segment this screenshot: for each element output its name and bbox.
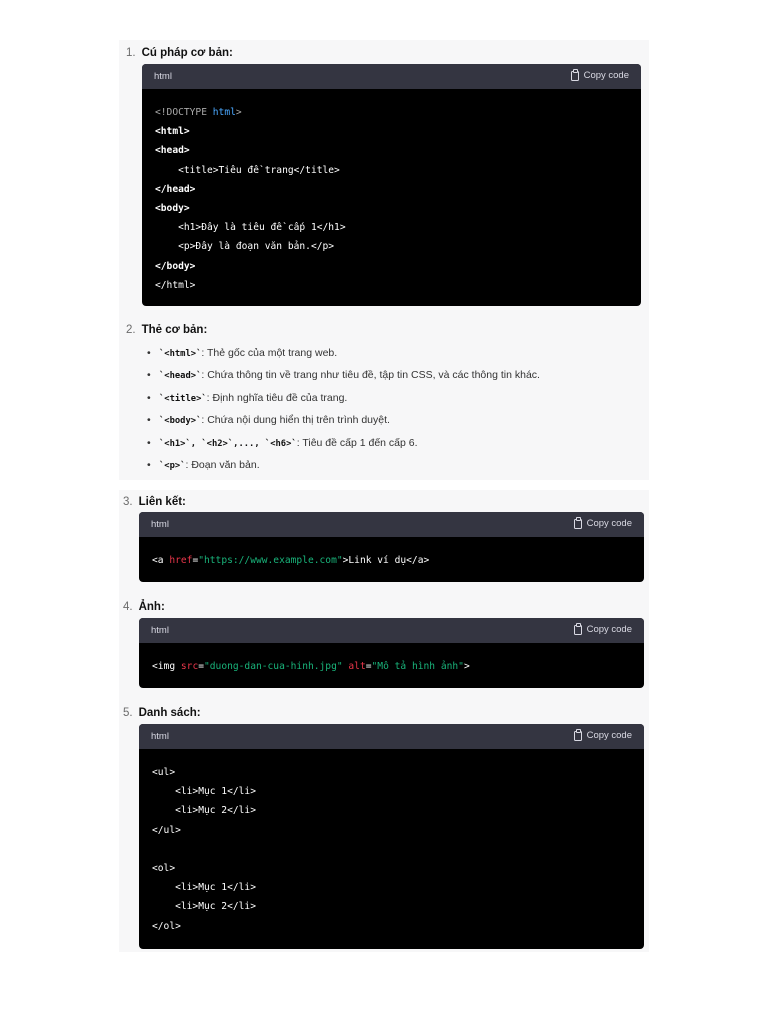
code-line: <body> (155, 202, 190, 214)
copy-code-label: Copy code (586, 730, 632, 741)
code-line: <title>Tiêu đề trang</title> (155, 164, 340, 176)
code-block-image (139, 618, 644, 688)
section-heading-4 (123, 601, 165, 613)
code-block-header (139, 512, 644, 537)
section-number: 5. (123, 707, 133, 719)
code-language-label: html (151, 519, 169, 530)
code-line: <li>Mục 1</li> (152, 882, 256, 894)
clipboard-icon (574, 519, 582, 529)
inline-code: `<h1>`, `<h2>`,..., `<h6>` (159, 438, 297, 449)
section-title: Danh sách: (138, 707, 201, 719)
clipboard-icon (574, 625, 582, 635)
copy-code-button[interactable] (574, 624, 632, 635)
code-block-header (139, 724, 644, 749)
copy-code-label: Copy code (583, 70, 629, 81)
code-line: <li>Mục 2</li> (152, 805, 256, 817)
code-line: <html> (155, 126, 190, 138)
section-title: Liên kết: (138, 496, 186, 508)
inline-code: `<head>` (159, 371, 202, 382)
section-heading-3 (123, 496, 186, 508)
list-item (147, 458, 540, 480)
clipboard-icon (571, 71, 579, 81)
section-heading-2 (126, 324, 207, 336)
list-item-text: : Tiêu đề cấp 1 đến cấp 6. (296, 436, 418, 449)
section-number: 2. (126, 324, 136, 336)
copy-code-label: Copy code (586, 624, 632, 635)
list-item-text: : Đoạn văn bản. (185, 458, 260, 471)
code-block-header (139, 618, 644, 643)
section-heading-5 (123, 707, 201, 719)
list-item (147, 346, 540, 368)
code-line: <a href="https://www.example.com">Link ví dụ</a> (152, 555, 430, 566)
code-line: </body> (155, 260, 196, 272)
code-line: <li>Mục 1</li> (152, 786, 256, 798)
code-block-syntax (142, 64, 641, 306)
code-line: </ol> (152, 920, 181, 932)
list-item (147, 436, 540, 458)
inline-code: `<p>` (159, 460, 186, 471)
section-number: 4. (123, 601, 133, 613)
code-line: <li>Mục 2</li> (152, 901, 256, 913)
section-number: 3. (123, 496, 133, 508)
tags-list (147, 346, 540, 480)
section-heading-1 (126, 47, 233, 59)
section-title: Ảnh: (138, 601, 165, 613)
list-item-text: : Chứa nội dung hiển thị trên trình duyệt. (201, 414, 390, 427)
list-item-text: : Định nghĩa tiêu đề của trang. (206, 391, 348, 404)
code-line: </html> (155, 279, 196, 291)
code-line: <!DOCTYPE html> (155, 107, 242, 118)
list-item-text: : Thẻ gốc của một trang web. (201, 347, 338, 359)
section-number: 1. (126, 47, 136, 59)
code-content (139, 749, 644, 936)
code-line: </ul> (152, 824, 181, 836)
code-content (139, 643, 644, 676)
code-block-link (139, 512, 644, 582)
copy-code-button[interactable] (574, 730, 632, 741)
code-block-header (142, 64, 641, 89)
copy-code-label: Copy code (586, 518, 632, 529)
code-line: <p>Đây là đoạn văn bản.</p> (155, 241, 335, 253)
list-item-text: : Chứa thông tin về trang như tiêu đề, tập tin CSS, và các thông tin khác. (201, 369, 540, 382)
code-line (152, 840, 644, 859)
copy-code-button[interactable] (574, 518, 632, 529)
code-block-list (139, 724, 644, 949)
code-content (139, 537, 644, 570)
copy-code-button[interactable] (571, 70, 629, 81)
list-item (147, 413, 540, 435)
code-line: <head> (155, 145, 190, 157)
code-line: </head> (155, 183, 196, 195)
clipboard-icon (574, 731, 582, 741)
section-title: Cú pháp cơ bản: (141, 47, 233, 59)
code-content (142, 89, 641, 295)
code-language-label: html (151, 731, 169, 742)
code-language-label: html (151, 625, 169, 636)
code-line: <img src="duong-dan-cua-hinh.jpg" alt="Mô tả hình ảnh"> (152, 661, 470, 672)
inline-code: `<html>` (159, 349, 202, 359)
list-item (147, 368, 540, 390)
code-line: <h1>Đây là tiêu đề cấp 1</h1> (155, 222, 346, 234)
code-line: <ol> (152, 862, 176, 874)
inline-code: `<body>` (159, 416, 202, 427)
section-title: Thẻ cơ bản: (141, 324, 208, 336)
code-line: <ul> (152, 767, 176, 778)
inline-code: `<title>` (159, 393, 207, 404)
list-item (147, 391, 540, 413)
code-language-label: html (154, 71, 172, 82)
